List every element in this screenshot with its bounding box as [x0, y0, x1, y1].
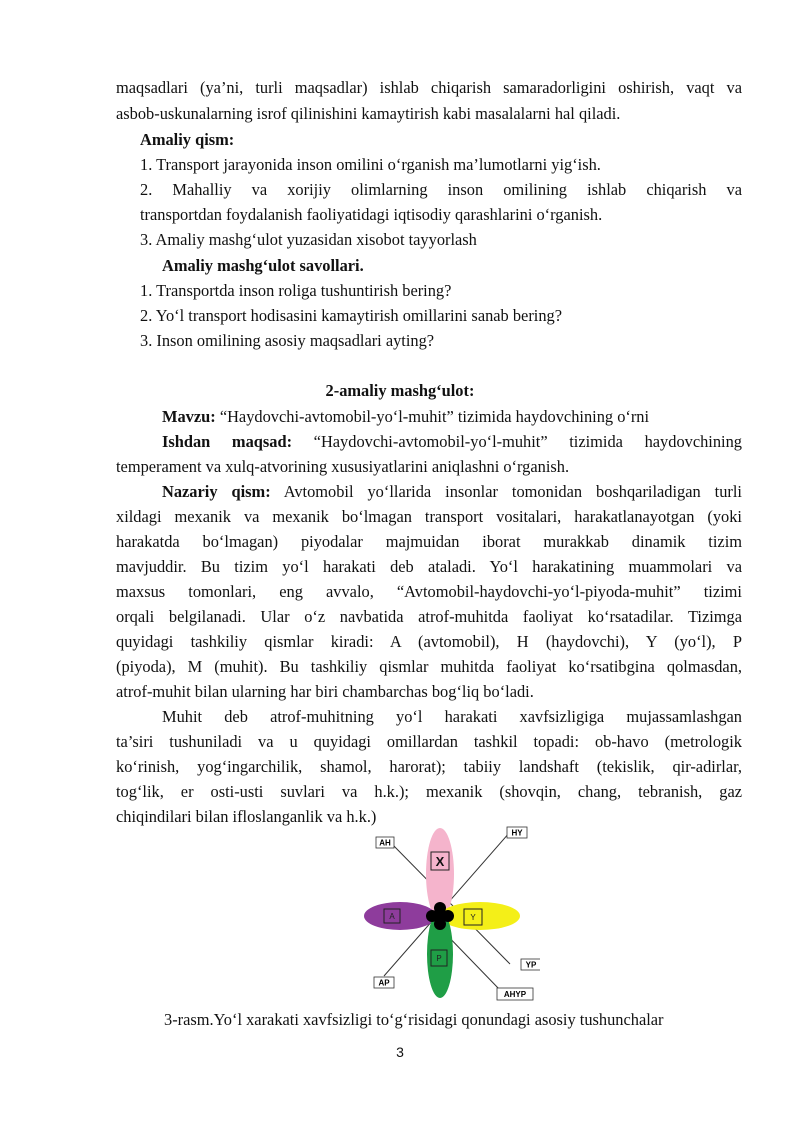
theory-line: [162, 482, 742, 502]
label-ap: AP: [378, 978, 390, 988]
page-number: 3: [396, 1044, 404, 1060]
paragraph-line: mavjuddir. Bu tizim yo‘l harakati deb ataladi. Yo‘l harakatining muammolari va: [116, 557, 742, 576]
goal-line: [162, 432, 742, 452]
paragraph-line: xildagi mexanik va mexanik bo‘lmagan transport vositalari, harakatlanayotgan (yoki: [116, 507, 742, 526]
paragraph-line: Muhit deb atrof-muhitning yo‘l harakati xavfsizligiga mujassamlashgan: [162, 707, 742, 726]
paragraph-line: maqsadlari (ya’ni, turli maqsadlar) ishlab chiqarish samaradorligini oshirish, vaqt va: [116, 78, 742, 97]
section-title: 2-amaliy mashg‘ulot:: [325, 381, 475, 400]
topic-line: [162, 407, 649, 427]
paragraph-line: chiqindilari bilan ifloslanganlik va h.k.): [116, 807, 377, 826]
list-item: transportdan foydalanish faoliyatidagi iqtisodiy qarashlarini o‘rganish.: [140, 205, 603, 224]
list-item: 2. Mahalliy va xorijiy olimlarning inson omilining ishlab chiqarish va: [140, 180, 742, 199]
topic-text: “Haydovchi-avtomobil-yo‘l-muhit” tizimida haydovchining o‘rni: [215, 407, 650, 426]
topic-label: Mavzu:: [162, 407, 216, 426]
paragraph-line: orqali belgilanadi. Ular o‘z navbatida atrof-muhitda faoliyat ko‘rsatadilar. Tizimga: [116, 607, 742, 626]
paragraph-line: harakatda bo‘lmagan) piyodalar majmuidan iborat murakkab dinamik tizim: [116, 532, 742, 551]
label-a: A: [389, 912, 395, 921]
label-hy: HY: [511, 828, 523, 838]
paragraph-line: asbob-uskunalarning isrof qilinishini kamaytirish kabi masalalarni hal qiladi.: [116, 104, 621, 123]
label-yp: YP: [525, 960, 537, 970]
list-item: 1. Transportda inson roliga tushuntirish bering?: [140, 281, 452, 300]
goal-label: Ishdan maqsad:: [162, 432, 293, 451]
label-y: Y: [470, 913, 476, 922]
list-item: 2. Yo‘l transport hodisasini kamaytirish omillarini sanab bering?: [140, 306, 563, 325]
road-safety-diagram: [360, 824, 540, 1004]
list-item: 1. Transport jarayonida inson omilini o‘rganish ma’lumotlarni yig‘ish.: [140, 155, 601, 174]
label-ahyp: AHYP: [503, 990, 527, 999]
paragraph-line: quyidagi tashkiliy qismlar kiradi: A (avtomobil), H (haydovchi), Y (yo‘l), P: [116, 632, 742, 651]
label-x: X: [435, 854, 445, 869]
section-heading: Amaliy mashg‘ulot savollari.: [162, 256, 364, 275]
goal-text: “Haydovchi-avtomobil-yo‘l-muhit” tizimida haydovchining: [292, 432, 742, 451]
paragraph-line: tog‘lik, er osti-usti suvlari va h.k.); mexanik (shovqin, chang, tebranish, gaz: [116, 782, 742, 801]
label-p: P: [436, 954, 442, 963]
list-item: 3. Inson omilining asosiy maqsadlari ayting?: [140, 331, 435, 350]
theory-label: Nazariy qism:: [162, 482, 271, 501]
list-item: 3. Amaliy mashg‘ulot yuzasidan xisobot tayyorlash: [140, 230, 477, 249]
paragraph-line: temperament va xulq-atvorining xususiyatlarini aniqlashni o‘rganish.: [116, 457, 570, 476]
paragraph-line: ta’siri tushuniladi va u quyidagi omillardan tashkil topadi: ob-havo (metrologik: [116, 732, 742, 751]
figure-caption: 3-rasm.Yo‘l xarakati xavfsizligi to‘g‘risidagi qonundagi asosiy tushunchalar: [164, 1010, 664, 1029]
paragraph-line: ko‘rinish, yog‘ingarchilik, shamol, harorat); tabiiy landshaft (tekislik, qir-adirlar,: [116, 757, 742, 776]
paragraph-line: atrof-muhit bilan ularning har biri chambarchas bog‘liq bo‘ladi.: [116, 682, 534, 701]
paragraph-line: maxsus tomonlari, eng avvalo, “Avtomobil-haydovchi-yo‘l-piyoda-muhit” tizimi: [116, 582, 742, 601]
label-ah: AH: [379, 838, 391, 848]
theory-text: Avtomobil yo‘llarida insonlar tomonidan boshqariladigan turli: [270, 482, 742, 501]
paragraph-line: (piyoda), M (muhit). Bu tashkiliy qismlar muhitda faoliyat ko‘rsatibgina qolmasdan,: [116, 657, 742, 676]
section-heading: Amaliy qism:: [140, 130, 235, 149]
